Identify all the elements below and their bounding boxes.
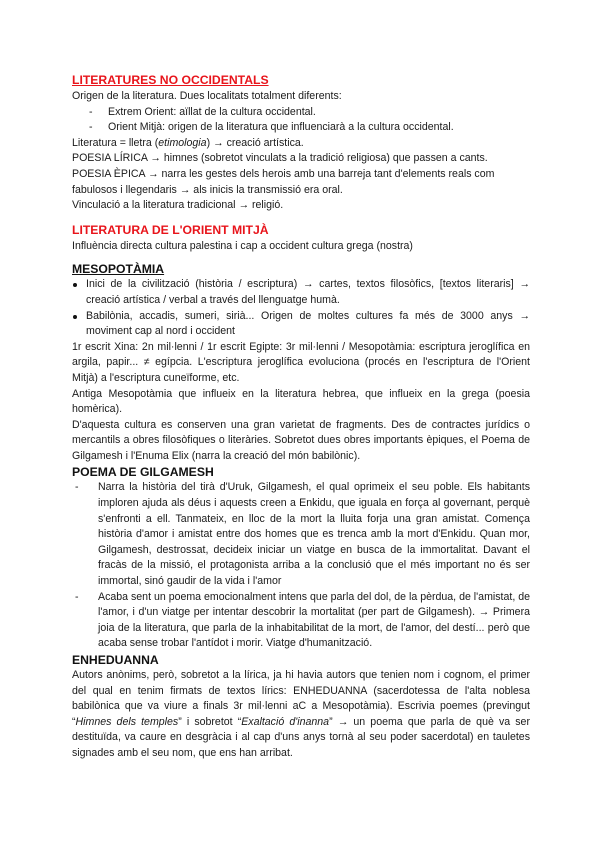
paragraph: Vinculació a la literatura tradicional → religió. <box>72 199 284 212</box>
heading-literatures-no-occidentals: LITERATURES NO OCCIDENTALS <box>72 73 269 87</box>
paragraph: Influència directa cultura palestina i cap a occident cultura grega (nostra) <box>72 239 413 252</box>
list-item <box>72 277 530 308</box>
text: Babilònia, accadis, sumeri, sirià... Origen de moltes cultures fa més de 3000 anys → moviment cap al nord i occident <box>86 309 530 338</box>
document-page <box>72 72 530 762</box>
heading-orient-mitja: LITERATURA DE L'ORIENT MITJÀ <box>72 222 269 237</box>
text: Inici de la civilització (història / escriptura) → cartes, textos filosòfics, [textos literaris] → creació artística / verbal a través del llenguatge humà. <box>86 278 530 306</box>
heading-enheduanna: ENHEDUANNA <box>72 653 159 667</box>
list <box>72 480 530 652</box>
paragraph: Antiga Mesopotàmia que influeix en la literatura hebrea, que influeix en la grega (poesia homèrica). <box>72 387 530 416</box>
heading-mesopotamia: MESOPOTÀMIA <box>72 262 165 277</box>
paragraph: Origen de la literatura. Dues localitats totalment diferents: <box>72 90 342 102</box>
list-item: - Narra la història del tirà d'Uruk, Gilgamesh, el qual oprimeix el seu poble. Els habitants imploren ajuda als déus i aquests creen a Enkidu, que iguala en força al governant, perquè s'enfronti a ell. Tanmateix, en lloc de la mort la lluita forja una gran amistat. Comença història d'amor i amistat entre dos homes que es trenca amb la mort d'Enkidu. Quan mor, Gilgamesh, destrossat, decideix iniciar un viatge en busca de la immortalitat. Davant el fracàs de la missió, el protagonista arriba a la conclusió que el més important no és ser immortal, sinó gaudir de la vida i l'amor <box>72 480 530 589</box>
list-item: - Orient Mitjà: origen de la literatura que influenciarà a la cultura occidental. <box>72 120 530 136</box>
italic-text: Himnes dels temples <box>75 715 179 728</box>
paragraph: POESIA ÈPICA → narra les gestes dels herois amb una barreja tant d'elements reals com fabulosos i llegendaris → als inicis la transmissió era oral. <box>72 167 495 196</box>
bullet-icon <box>73 315 77 319</box>
list-item <box>72 309 530 340</box>
bullet-list <box>72 277 530 339</box>
text: Literatura = lletra ( <box>72 136 159 149</box>
list <box>72 105 530 136</box>
heading-poema-de-gilgamesh: POEMA DE GILGAMESH <box>72 465 214 480</box>
paragraph <box>72 136 530 152</box>
bullet-icon <box>73 283 77 287</box>
italic-text: Exaltació d'inanna <box>241 715 330 728</box>
list-item: - Extrem Orient: aïllat de la cultura occidental. <box>72 105 530 121</box>
text: ” → un poema que parla de què va ser destituïda, va caure en desgràcia i al cap d'uns anys tornà al seu poder sacerdotal) en tauletes signades amb el seu nom, que ens han arribat. <box>72 715 530 759</box>
paragraph: 1r escrit Xina: 2n mil·lenni / 1r escrit Egipte: 3r mil·lenni / Mesopotàmia: escriptura jeroglífica en argila, papir... ≠ egípcia. L'escriptura jeroglífica evoluciona (procés en l'escriptura de l'Orient Mitjà) a l'escriptura cuneïforme, etc. <box>72 340 530 384</box>
text: ” i sobretot “ <box>178 715 242 728</box>
paragraph: POESIA LÍRICA → himnes (sobretot vinculats a la tradició religiosa) que passen a cants. <box>72 152 488 165</box>
paragraph: D'aquesta cultura es conserven una gran varietat de fragments. Des de contractes jurídics o mercantils a obres filosòfiques o literàries. Sobretot dues obres importants èpiques, el Poema de Gilgamesh i l'Enuma Elix (narra la creació del món babilònic). <box>72 418 530 462</box>
text: Autors anònims, però, sobretot a la lírica, ja hi havia autors que tenien nom i cognom, el primer del qual en tenim firmats de textos lírics: ENHEDUANNA (sacerdotessa de l'alta noblesa babilònica que va viure a finals 3r mil·lenni aC a Mesopotàmia). Escrivia poemes (previngut “ <box>72 669 530 728</box>
text: ) → creació artística. <box>206 136 304 149</box>
italic-text: etimologia <box>158 136 207 149</box>
list-item: - Acaba sent un poema emocionalment intens que parla del dol, de la pèrdua, de l'amistat, de l'amor, i d'un viatge per intentar descobrir la mortalitat (per part de Gilgamesh). → Primera joia de la literatura, que parla de la inhabitabilitat de la mort, de l'amor, del destí... però que acaba sense trobar l'antídot i morir. Viatge d'humanització. <box>72 590 530 652</box>
paragraph <box>72 668 530 762</box>
